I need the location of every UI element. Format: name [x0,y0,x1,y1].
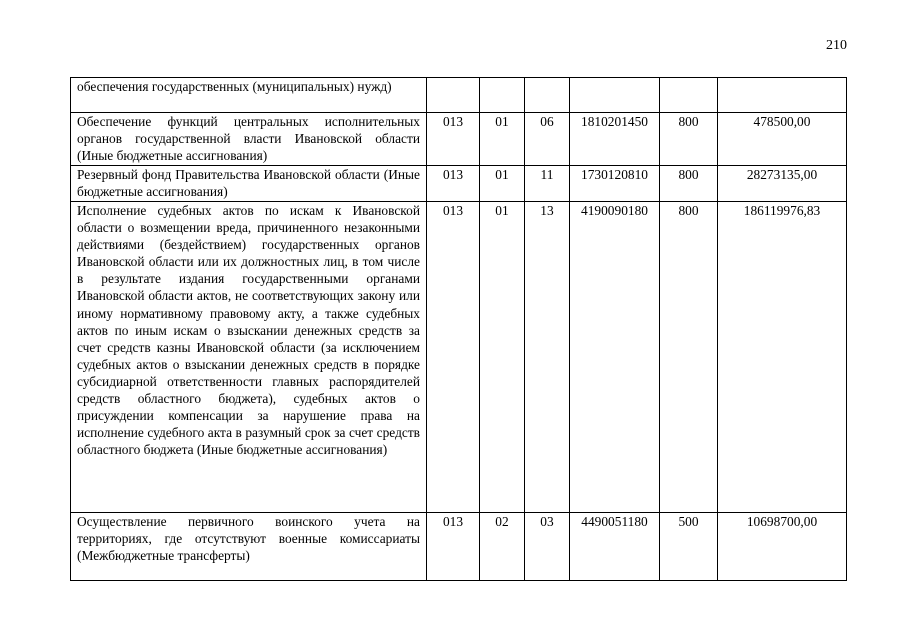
budget-table [70,77,847,581]
amount-value: 10698700,00 [718,513,847,581]
subsection-code: 06 [525,113,570,166]
section-code: 02 [480,513,525,581]
amount-value [718,78,847,113]
section-code: 01 [480,113,525,166]
amount-value: 478500,00 [718,113,847,166]
subsection-code: 13 [525,202,570,513]
expense-name: Осуществление первичного воинского учета на территориях, где отсутствуют военные комиссариаты (Межбюджетные трансферты) [71,513,427,581]
expense-name: Исполнение судебных актов по искам к Ивановской области о возмещении вреда, причиненного незаконными действиями (бездействием) государственных органов Ивановской области или их должностных лиц, в том числе в результате издания государственными органами Ивановской области актов, не соответствующих закону или иному нормативному правовому акту, а также судебных актов по иным искам о взыскании денежных средств за счет средств казны Ивановской области (за исключением судебных актов о взыскании денежных средств в порядке субсидиарной ответственности главных распорядителей средств областного бюджета), судебных актов о присуждении компенсации за нарушение права на исполнение судебного акта в разумный срок за счет средств областного бюджета (Иные бюджетные ассигнования) [71,202,427,513]
page-number: 210 [826,38,847,53]
subsection-code: 03 [525,513,570,581]
expense-type-code: 800 [660,166,718,202]
target-article-code: 1730120810 [570,166,660,202]
table-row [71,202,847,513]
expense-type-code [660,78,718,113]
table-row [71,78,847,113]
target-article-code: 1810201450 [570,113,660,166]
section-code: 01 [480,202,525,513]
target-article-code [570,78,660,113]
amount-value: 28273135,00 [718,166,847,202]
section-code [480,78,525,113]
table-row [71,166,847,202]
ministry-code [427,78,480,113]
expense-type-code: 500 [660,513,718,581]
table-row [71,113,847,166]
subsection-code: 11 [525,166,570,202]
subsection-code [525,78,570,113]
target-article-code: 4490051180 [570,513,660,581]
target-article-code: 4190090180 [570,202,660,513]
expense-type-code: 800 [660,202,718,513]
amount-value: 186119976,83 [718,202,847,513]
ministry-code: 013 [427,202,480,513]
expense-name: обеспечения государственных (муниципальных) нужд) [71,78,427,113]
expense-type-code: 800 [660,113,718,166]
ministry-code: 013 [427,513,480,581]
expense-name: Резервный фонд Правительства Ивановской области (Иные бюджетные ассигнования) [71,166,427,202]
section-code: 01 [480,166,525,202]
expense-name: Обеспечение функций центральных исполнительных органов государственной власти Ивановской области (Иные бюджетные ассигнования) [71,113,427,166]
ministry-code: 013 [427,113,480,166]
table-row [71,513,847,581]
ministry-code: 013 [427,166,480,202]
